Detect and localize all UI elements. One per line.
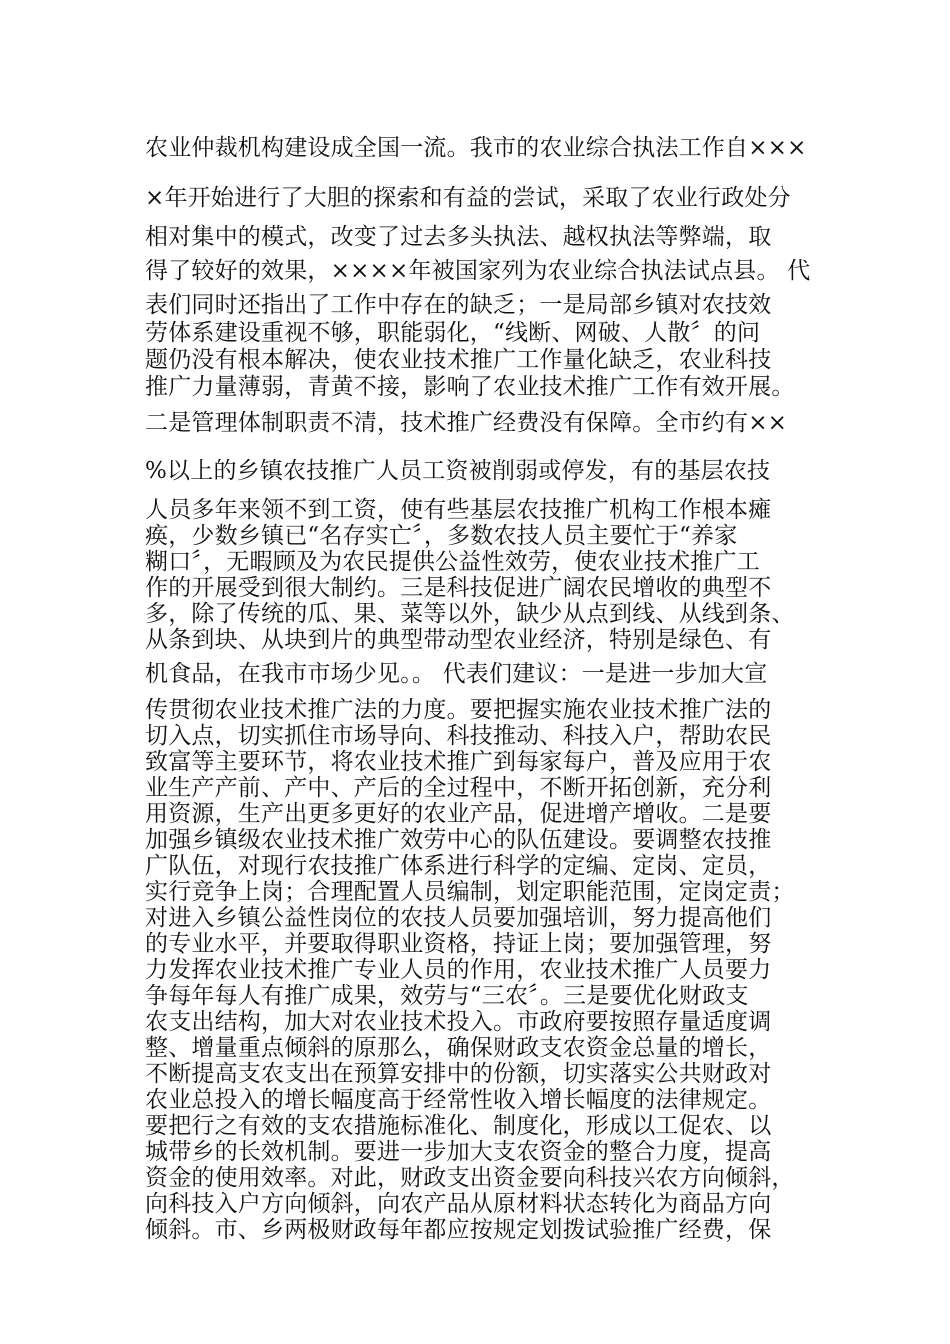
text-line: 要把行之有效的支农措施标准化、制度化，形成以工促农、以 — [145, 1113, 772, 1139]
text-line: 多，除了传统的瓜、果、菜等以外，缺少从点到线、从线到条、 — [145, 601, 795, 627]
text-line: 推广力量薄弱，青黄不接，影响了农业技术推广工作有效开展。 — [145, 374, 795, 400]
text-line: 表们同时还指出了工作中存在的缺乏；一是局部乡镇对农技效 — [145, 292, 772, 318]
text-line: 实行竞争上岗；合理配置人员编制，划定职能范围，定岗定责； — [145, 879, 795, 905]
text-line: 农业总投入的增长幅度高于经常性收入增长幅度的法律规定。 — [145, 1087, 772, 1113]
text-line: 用资源，生产出更多更好的农业产品，促进增产增收。二是要 — [145, 801, 772, 827]
text-line: 得了较好的效果，××××年被国家列为农业综合执法试点县。 代 — [145, 258, 811, 284]
text-line: 农支出结构，加大对农业技术投入。市政府要按照存量适度调 — [145, 1009, 772, 1035]
text-line: 农业仲裁机构建设成全国一流。我市的农业综合执法工作自××× — [145, 135, 807, 161]
text-line: 相对集中的模式，改变了过去多头执法、越权执法等弊端，取 — [145, 224, 772, 250]
text-line: 机食品，在我市市场少见。。 代表们建议：一是进一步加大宣 — [145, 661, 768, 687]
text-line: 对进入乡镇公益性岗位的农技人员要加强培训，努力提高他们 — [145, 905, 772, 931]
text-line: 痪，少数乡镇已“名存实亡〞，多数农技人员主要忙于“养家 — [145, 523, 738, 549]
text-line: 致富等主要环节，将农业技术推广到每家每户，普及应用于农 — [145, 749, 772, 775]
text-line: 争每年每人有推广成果，效劳与“三农〞。三是要优化财政支 — [145, 983, 749, 1009]
text-line: 资金的使用效率。对此，财政支出资金要向科技兴农方向倾斜， — [145, 1165, 795, 1191]
text-line: 题仍没有根本解决，使农业技术推广工作量化缺乏，农业科技 — [145, 347, 772, 373]
text-line: ×年开始进行了大胆的探索和有益的尝试，采取了农业行政处分 — [145, 185, 791, 211]
text-line: 糊口〞，无暇顾及为农民提供公益性效劳，使农业技术推广工 — [145, 549, 760, 575]
text-line: 业生产产前、产中、产后的全过程中，不断开拓创新，充分利 — [145, 775, 772, 801]
text-line: 切入点，切实抓住市场导向、科技推动、科技入户，帮助农民 — [145, 723, 772, 749]
text-line: 作的开展受到很大制约。三是科技促进广阔农民增收的典型不 — [145, 575, 772, 601]
text-line: 力发挥农业技术推广专业人员的作用，农业技术推广人员要力 — [145, 957, 772, 983]
text-line: 广队伍，对现行农技推广体系进行科学的定编、定岗、定员， — [145, 853, 772, 879]
text-line: 倾斜。市、乡两极财政每年都应按规定划拨试验推广经费，保 — [145, 1217, 772, 1243]
text-line: 整、增量重点倾斜的原那么，确保财政支农资金总量的增长， — [145, 1035, 772, 1061]
text-line: 传贯彻农业技术推广法的力度。要把握实施农业技术推广法的 — [145, 697, 772, 723]
text-line: 从条到块、从块到片的典型带动型农业经济，特别是绿色、有 — [145, 627, 772, 653]
text-line: 的专业水平，并要取得职业资格，持证上岗；要加强管理，努 — [145, 931, 772, 957]
text-line: 人员多年来领不到工资，使有些基层农技推广机构工作根本瘫 — [145, 497, 772, 523]
text-line: 城带乡的长效机制。要进一步加大支农资金的整合力度，提高 — [145, 1139, 772, 1165]
text-line: %以上的乡镇农技推广人员工资被削弱或停发，有的基层农技 — [145, 458, 771, 484]
text-line: 加强乡镇级农业技术推广效劳中心的队伍建设。要调整农技推 — [145, 827, 772, 853]
text-line: 不断提高支农支出在预算安排中的份额，切实落实公共财政对 — [145, 1061, 772, 1087]
text-line: 劳体系建设重视不够，职能弱化，“线断、网破、人散〞的问 — [145, 320, 761, 346]
text-line: 向科技入户方向倾斜，向农产品从原材料状态转化为商品方向 — [145, 1191, 772, 1217]
text-line: 二是管理体制职责不清，技术推广经费没有保障。全市约有×× — [145, 410, 788, 436]
